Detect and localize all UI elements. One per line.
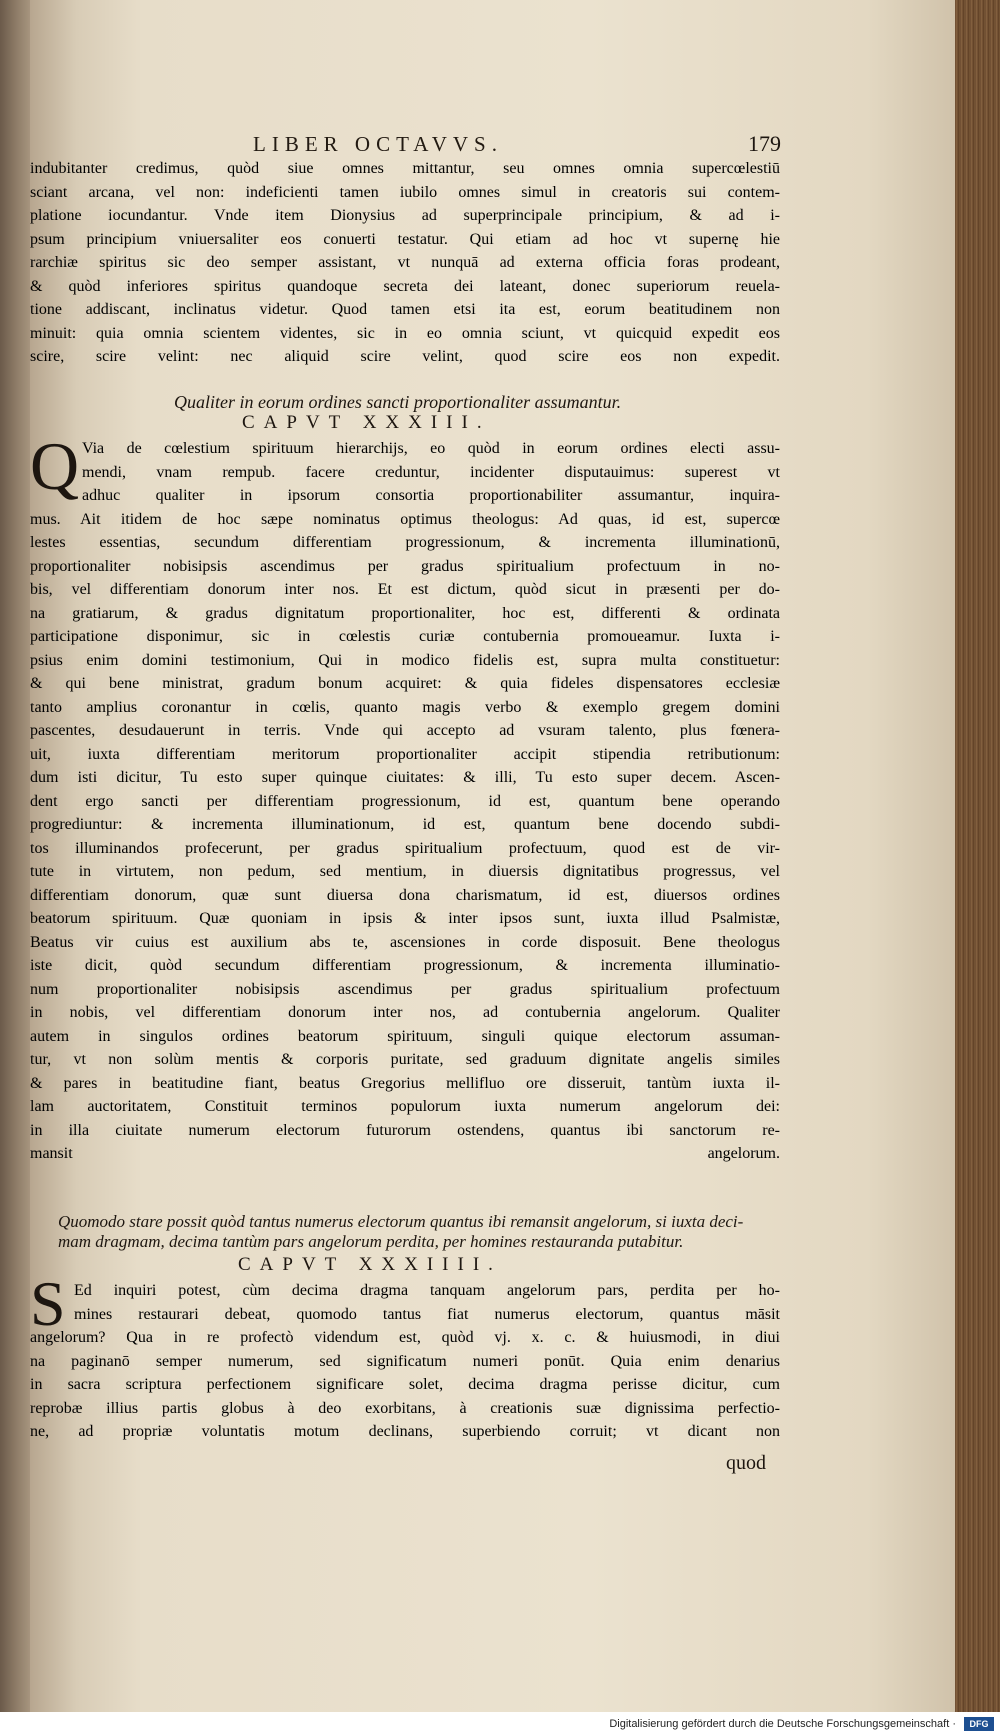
text-line: dum isti dicitur, Tu esto super quinque ciuitates: & illi, Tu esto super decem. Ascen- xyxy=(30,769,780,786)
chapter-heading: CAPVT XXXIIII. xyxy=(238,1254,502,1275)
text-line: tute in virtutem, non pedum, sed mentium, in diuersis dignitatibus progressus, vel xyxy=(30,863,780,880)
text-line: iste dicit, quòd secundum differentiam progressionum, & incrementa illuminatio- xyxy=(30,957,780,974)
text-line: mus. Ait itidem de hoc sæpe nominatus optimus theologus: Ad quas, id est, supercœ xyxy=(30,510,780,528)
text-line: participatione disponimur, sic in cœlestis curiæ contubernia promoueamur. Iuxta i- xyxy=(30,628,780,645)
chapter-rubric: mam dragmam, decima tantùm pars angelorum perdita, per homines restauranda putabitur. xyxy=(58,1232,684,1251)
text-line: & quòd inferiores spiritus quandoque secreta dei lateant, donec superiorum reuela- xyxy=(30,277,780,295)
text-line: angelorum? Qua in re profectò videndum est, quòd vj. x. c. & huiusmodi, in diui xyxy=(30,1329,780,1346)
paragraph-chapter-34 xyxy=(30,1282,780,1447)
text-line: proportionaliter nobisipsis ascendimus per gradus spiritualium profectuum in no- xyxy=(30,557,780,575)
text-line: scire, scire velint: nec aliquid scire velint, quod scire eos non expedit. xyxy=(30,348,780,365)
text-line: psum principium vniuersaliter eos conuerti testatur. Qui etiam ad hoc vt supernę hie xyxy=(30,230,780,248)
text-line: & pares in beatitudine fiant, beatus Gregorius mellifluo ore disseruit, tantùm iuxta il- xyxy=(30,1074,780,1092)
text-line: in sacra scriptura perfectionem significare solet, decima dragma perisse dicitur, cum xyxy=(30,1376,780,1393)
text-line: num proportionaliter nobisipsis ascendimus per gradus spiritualium profectuum xyxy=(30,980,780,998)
text-line: in nobis, vel differentiam donorum inter nos, ad contubernia angelorum. Qualiter xyxy=(30,1004,780,1021)
text-line: Beatus vir cuius est auxilium abs te, ascensiones in corde disposuit. Bene theologus xyxy=(30,933,780,951)
text-line: uit, iuxta differentiam meritorum proportionaliter accipit stipendia retributionum: xyxy=(30,745,780,763)
dfg-logo: DFG xyxy=(964,1717,994,1731)
text-line: bis, vel differentiam donorum inter nos. Et est dictum, quòd sicut in præsenti per do- xyxy=(30,581,780,598)
text-line: platione iocundantur. Vnde item Dionysius ad superprincipale principium, & ad i- xyxy=(30,207,780,224)
text-line: reprobæ illius partis globus à deo exorbitans, à creationis suæ dignissima perfectio- xyxy=(30,1399,780,1417)
text-line: sciant arcana, vel non: indeficienti tamen iubilo omnes simul in creatoris sui contem- xyxy=(30,183,780,201)
text-line: Via de cœlestium spirituum hierarchijs, eo quòd in eorum ordines electi assu- xyxy=(82,440,780,457)
chapter-rubric: Quomodo stare possit quòd tantus numerus electorum quantus ibi remansit angelorum, si iuxta deci- xyxy=(58,1212,744,1231)
text-line: tione addiscant, inclinatus videtur. Quod tamen etsi ita est, eorum beatitudinem non xyxy=(30,301,780,318)
text-line: minuit: quia omnia scientem videntes, sic in eo omnia sciunt, vt quicquid expedit eos xyxy=(30,324,780,342)
text-line: tanto amplius coronantur in cœlis, quanto magis verbo & exemplo gregem domini xyxy=(30,698,780,716)
text-line: rarchiæ spiritus sic deo semper assistant, vt nunquā ad externa officia foras prodeant, xyxy=(30,254,780,271)
text-line: tur, vt non solùm mentis & corporis puritate, sed graduum dignitate angelis similes xyxy=(30,1051,780,1068)
text-line: mines restaurari debeat, quomodo tantus fiat numerus electorum, quantus māsit xyxy=(74,1305,780,1323)
text-line: dent ergo sancti per differentiam progressionum, id est, quantum bene operando xyxy=(30,792,780,810)
chapter-rubric: Qualiter in eorum ordines sancti proportionaliter assumantur. xyxy=(174,392,622,412)
text-line xyxy=(30,1169,780,1193)
text-line: tos illuminandos profecerunt, per gradus spiritualium profectuum, quod est de vir- xyxy=(30,839,780,857)
text-line: na gratiarum, & gradus dignitatum proportionaliter, hoc est, differenti & ordinata xyxy=(30,604,780,622)
text-line: pascentes, desudauerunt in terris. Vnde qui accepto ad vsuram talento, plus fœnera- xyxy=(30,722,780,739)
text-line: indubitanter credimus, quòd siue omnes mittantur, seu omnes omnia supercœlestiū xyxy=(30,160,780,177)
paragraph-chapter-33 xyxy=(30,440,780,1333)
text-line: mendi, vnam rempub. facere creduntur, incidenter disputauimus: superest vt xyxy=(82,463,780,481)
paragraph-continued xyxy=(30,160,780,395)
text-line: autem in singulos ordines beatorum spirituum, singuli quique electorum assuman- xyxy=(30,1027,780,1045)
digitization-footer xyxy=(0,1712,1000,1736)
text-line: Ed inquiri potest, cùm decima dragma tanquam angelorum pars, perdita per ho- xyxy=(74,1282,780,1299)
text-line: differentiam donorum, quæ sunt diuersa dona charismatum, id est, diuersos ordines xyxy=(30,886,780,904)
page-number: 179 xyxy=(748,131,781,156)
text-line: psius enim domini testimonium, Qui in modico fidelis est, supra multa constituetur: xyxy=(30,651,780,669)
footer-credit: Digitalisierung gefördert durch die Deutsche Forschungsgemeinschaft · xyxy=(609,1718,956,1730)
text-line: & qui bene ministrat, gradum bonum acquiret: & quia fideles dispensatores ecclesiæ xyxy=(30,675,780,692)
text-line: progrediuntur: & incrementa illuminationum, id est, quantum bene docendo subdi- xyxy=(30,816,780,833)
running-head: LIBER OCTAVVS. xyxy=(253,132,503,156)
text-line: ne, ad propriæ voluntatis motum declinans, superbiendo corruit; vt dicant non xyxy=(30,1423,780,1440)
text-line: in illa ciuitate numerum electorum futurorum ostendens, quantus ibi sanctorum re- xyxy=(30,1121,780,1139)
catchword: quod xyxy=(726,1452,766,1474)
text-line: lam auctoritatem, Constituit terminos populorum iuxta numerum angelorum dei: xyxy=(30,1098,780,1115)
text-line: beatorum spirituum. Quæ quoniam in ipsis & inter ipsos sunt, iuxta illud Psalmistæ, xyxy=(30,910,780,927)
drop-capital: S xyxy=(30,1268,66,1339)
text-line: adhuc qualiter in ipsorum consortia proportionabiliter assumantur, inquira- xyxy=(82,487,780,504)
text-line: na paginanō semper numerum, sed significatum numeri ponūt. Quia enim denarius xyxy=(30,1352,780,1370)
drop-capital: Q xyxy=(30,428,80,504)
chapter-heading: CAPVT XXXIII. xyxy=(242,412,491,433)
text-line: mansit angelorum. xyxy=(30,1145,780,1162)
text-line: lestes essentias, secundum differentiam progressionum, & incrementa illuminationū, xyxy=(30,534,780,551)
page-fore-edge xyxy=(955,0,1000,1712)
